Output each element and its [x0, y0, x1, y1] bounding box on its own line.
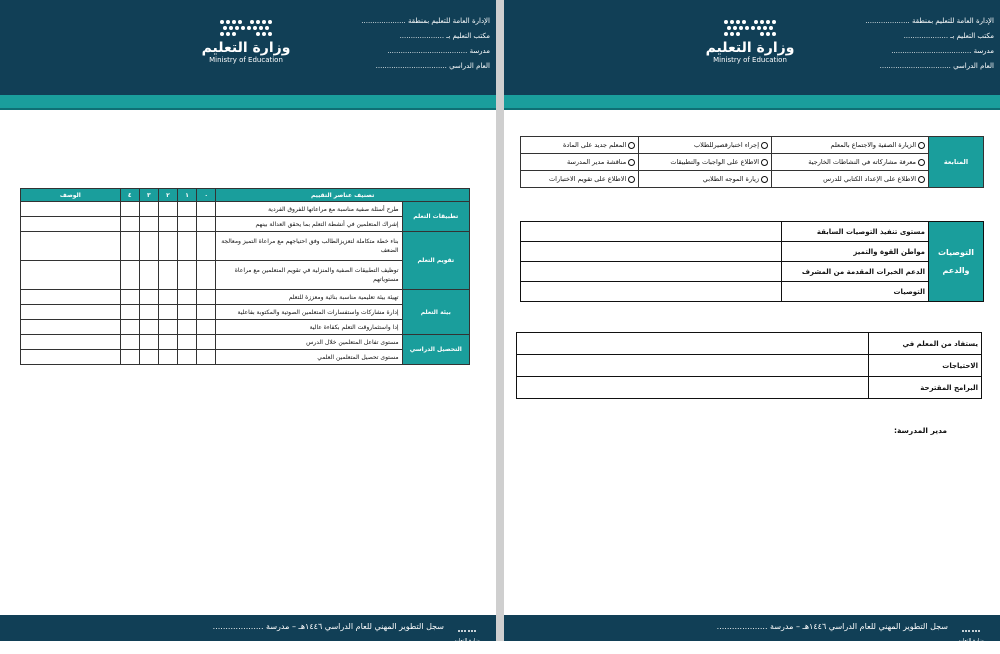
table-row — [517, 377, 982, 399]
radio-circle-icon[interactable] — [918, 176, 925, 183]
radio-circle-icon[interactable] — [761, 176, 768, 183]
score-cell[interactable] — [139, 217, 158, 232]
score-cell[interactable] — [120, 232, 139, 261]
entry-cell[interactable] — [521, 262, 782, 282]
score-cell[interactable] — [120, 290, 139, 305]
follow-up-table — [520, 136, 984, 188]
radio-circle-icon[interactable] — [628, 142, 635, 149]
entry-cell[interactable] — [521, 282, 782, 302]
page-header — [0, 0, 496, 95]
table-header-cell: ٣ — [139, 189, 158, 202]
admin-line: مدرسة .................................... — [387, 47, 490, 55]
table-row — [521, 262, 984, 282]
item-cell: إدارة مشاركات واستفسارات المتعلمين الصوتية والمكتوبة بفاعلية — [216, 305, 402, 320]
score-cell[interactable] — [178, 305, 197, 320]
row-label: مستوى تنفيذ التوصيات السابقة — [782, 222, 929, 242]
radio-circle-icon[interactable] — [628, 159, 635, 166]
table-row — [521, 282, 984, 302]
score-cell[interactable] — [197, 320, 216, 335]
page-header — [504, 0, 1000, 95]
description-cell[interactable] — [21, 350, 121, 365]
score-cell[interactable] — [197, 217, 216, 232]
score-cell[interactable] — [139, 305, 158, 320]
table-header-cell: ١ — [178, 189, 197, 202]
description-cell[interactable] — [21, 217, 121, 232]
item-cell: تهيئة بيئة تعليمية مناسبة بنائية ومعززة للتعلم — [216, 290, 402, 305]
item-cell: طرح أسئلة صفية مناسبة مع مراعاتها للفروق الفردية — [216, 202, 402, 217]
score-cell[interactable] — [178, 232, 197, 261]
description-cell[interactable] — [21, 335, 121, 350]
score-cell[interactable] — [120, 261, 139, 290]
score-cell[interactable] — [197, 350, 216, 365]
score-cell[interactable] — [120, 202, 139, 217]
radio-circle-icon[interactable] — [761, 159, 768, 166]
footer-logo — [954, 619, 988, 654]
row-label: التوصيات — [782, 282, 929, 302]
logo-text-en: Ministry of Education — [209, 56, 283, 64]
radio-circle-icon[interactable] — [628, 176, 635, 183]
category-cell: المتابعة — [929, 137, 984, 188]
ministry-logo — [196, 18, 296, 76]
option-cell[interactable] — [521, 137, 639, 154]
category-cell: بيئة التعلم — [402, 290, 469, 335]
row-label: الدعم الخبرات المقدمة من المشرف — [782, 262, 929, 282]
admin-info — [300, 14, 490, 74]
score-cell[interactable] — [120, 305, 139, 320]
option-cell[interactable] — [772, 154, 929, 171]
director-label: مدير المدرسة: — [894, 426, 948, 435]
score-cell[interactable] — [178, 202, 197, 217]
item-cell: بناء خطة متكاملة لتعزيزالطالب وفق احتياجهم مع مراعاة التميز ومعالجة الضعف — [216, 232, 402, 261]
option-cell[interactable] — [772, 171, 929, 188]
table-header-cell: ٢ — [158, 189, 177, 202]
score-cell[interactable] — [197, 232, 216, 261]
left-page — [0, 0, 496, 654]
table-row — [517, 355, 982, 377]
table-row — [521, 171, 984, 188]
table-row — [21, 232, 470, 261]
radio-circle-icon[interactable] — [918, 142, 925, 149]
option-cell[interactable] — [521, 154, 639, 171]
row-label: البرامج المقترحة — [869, 377, 982, 399]
admin-line: الإدارة العامة للتعليم بمنطقة .................... — [865, 17, 994, 25]
score-cell[interactable] — [178, 217, 197, 232]
table-row — [21, 335, 470, 350]
page-footer — [504, 615, 1000, 654]
logo-dots-icon — [457, 628, 477, 634]
admin-line: العام الدراسي ................................ — [375, 62, 490, 70]
option-label: زيارة الموجه الطلابي — [702, 175, 760, 183]
score-cell[interactable] — [197, 305, 216, 320]
evaluation-table — [20, 188, 470, 365]
page-footer — [0, 615, 496, 654]
admin-line: مدرسة .................................... — [891, 47, 994, 55]
score-cell[interactable] — [120, 335, 139, 350]
table-header-cell: ٠ — [197, 189, 216, 202]
option-label: الزيارة الصفية والاجتماع بالمعلم — [830, 141, 916, 149]
description-cell[interactable] — [21, 305, 121, 320]
score-cell[interactable] — [158, 320, 177, 335]
option-label: الاطلاع على الواجبات والتطبيقات — [670, 158, 760, 166]
logo-text-en: Ministry of Education — [713, 56, 787, 64]
score-cell[interactable] — [197, 261, 216, 290]
item-cell: إدا واستثماروقت التعلم بكفاءة عالية — [216, 320, 402, 335]
score-cell[interactable] — [178, 320, 197, 335]
option-cell[interactable] — [772, 137, 929, 154]
option-label: المعلم جديد على المادة — [562, 141, 627, 149]
option-label: الاطلاع على تقويم الاختبارات — [549, 175, 627, 183]
category-cell: تقويم التعلم — [402, 232, 469, 290]
radio-circle-icon[interactable] — [918, 159, 925, 166]
table-header-cell: الوصف — [21, 189, 121, 202]
table-header-cell: تصنيف عناصر التقييم — [216, 189, 470, 202]
logo-text-ar: وزارة التعليم — [201, 40, 291, 56]
score-cell[interactable] — [178, 350, 197, 365]
footer-logo-en: Ministry of Education — [960, 644, 982, 654]
option-label: مناقشة مدير المدرسة — [566, 158, 627, 166]
table-header-cell: ٤ — [120, 189, 139, 202]
score-cell[interactable] — [178, 261, 197, 290]
footer-text: سجل التطوير المهني للعام الدراسي ١٤٤٦هـ – مدرسة .................... — [212, 622, 444, 631]
description-cell[interactable] — [21, 202, 121, 217]
table-row — [521, 154, 984, 171]
score-cell[interactable] — [158, 232, 177, 261]
item-cell: مستوى تفاعل المتعلمين خلال الدرس — [216, 335, 402, 350]
row-label: يستفاد من المعلم في — [869, 333, 982, 355]
score-cell[interactable] — [197, 335, 216, 350]
score-cell[interactable] — [158, 290, 177, 305]
score-cell[interactable] — [139, 320, 158, 335]
description-cell[interactable] — [21, 261, 121, 290]
item-cell: إشراك المتعلمين في أنشطة التعلم بما يحقق العدالة بينهم — [216, 217, 402, 232]
description-cell[interactable] — [21, 320, 121, 335]
row-label: الاحتياجات — [869, 355, 982, 377]
entry-cell[interactable] — [521, 242, 782, 262]
score-cell[interactable] — [158, 305, 177, 320]
score-cell[interactable] — [197, 290, 216, 305]
table-row — [521, 242, 984, 262]
score-cell[interactable] — [120, 217, 139, 232]
admin-line: مكتب التعليم بـ .................... — [399, 32, 490, 40]
score-cell[interactable] — [178, 290, 197, 305]
entry-cell[interactable] — [517, 333, 869, 355]
table-row — [517, 333, 982, 355]
option-label: معرفة مشاركاته في النشاطات الخارجية — [808, 158, 916, 166]
table-row — [21, 202, 470, 217]
admin-info — [804, 14, 994, 74]
category-cell: التوصيات والدعم — [929, 222, 984, 302]
score-cell[interactable] — [139, 290, 158, 305]
table-row — [521, 222, 984, 242]
score-cell[interactable] — [120, 320, 139, 335]
logo-dots-icon — [722, 18, 778, 38]
description-cell[interactable] — [21, 290, 121, 305]
category-cell: تطبيقات التعلم — [402, 202, 469, 232]
footer-text: سجل التطوير المهني للعام الدراسي ١٤٤٦هـ – مدرسة .................... — [716, 622, 948, 631]
score-cell[interactable] — [139, 350, 158, 365]
entry-cell[interactable] — [517, 377, 869, 399]
entry-cell[interactable] — [521, 222, 782, 242]
description-cell[interactable] — [21, 232, 121, 261]
logo-dots-icon — [961, 628, 981, 634]
score-cell[interactable] — [197, 202, 216, 217]
benefit-table — [516, 332, 982, 399]
footer-logo — [450, 619, 484, 654]
score-cell[interactable] — [158, 335, 177, 350]
right-page — [504, 0, 1000, 654]
admin-line: مكتب التعليم بـ .................... — [903, 32, 994, 40]
footer-logo-ar: وزارة التعليم — [957, 638, 985, 644]
ministry-logo — [700, 18, 800, 76]
score-cell[interactable] — [158, 202, 177, 217]
row-label: مواطن القوة والتميز — [782, 242, 929, 262]
radio-circle-icon[interactable] — [761, 142, 768, 149]
option-cell[interactable] — [639, 154, 772, 171]
logo-text-ar: وزارة التعليم — [705, 40, 795, 56]
recommendations-table — [520, 221, 984, 302]
score-cell[interactable] — [158, 261, 177, 290]
score-cell[interactable] — [139, 232, 158, 261]
logo-dots-icon — [218, 18, 274, 38]
admin-line: الإدارة العامة للتعليم بمنطقة .................... — [361, 17, 490, 25]
score-cell[interactable] — [139, 202, 158, 217]
item-cell: توظيف التطبيقات الصفية والمنزلية في تقويم المتعلمين مع مراعاة مستوياتهم — [216, 261, 402, 290]
footer-logo-en: Ministry of Education — [456, 644, 478, 654]
footer-logo-ar: وزارة التعليم — [453, 638, 481, 644]
table-row — [21, 290, 470, 305]
header-band — [0, 95, 496, 108]
option-label: الاطلاع على الإعداد الكتابي للدرس — [823, 175, 916, 183]
table-header-row — [21, 189, 470, 202]
table-row — [521, 137, 984, 154]
score-cell[interactable] — [120, 350, 139, 365]
option-cell[interactable] — [639, 137, 772, 154]
option-label: إجراء اختبارقصيرللطلاب — [694, 141, 760, 149]
score-cell[interactable] — [139, 335, 158, 350]
category-cell: التحصيل الدراسي — [402, 335, 469, 365]
option-cell[interactable] — [521, 171, 639, 188]
score-cell[interactable] — [158, 350, 177, 365]
score-cell[interactable] — [158, 217, 177, 232]
page-gap — [496, 0, 504, 641]
entry-cell[interactable] — [517, 355, 869, 377]
score-cell[interactable] — [139, 261, 158, 290]
header-band — [504, 95, 1000, 108]
item-cell: مستوى تحصيل المتعلمين العلمي — [216, 350, 402, 365]
admin-line: العام الدراسي ................................ — [879, 62, 994, 70]
score-cell[interactable] — [178, 335, 197, 350]
option-cell[interactable] — [639, 171, 772, 188]
